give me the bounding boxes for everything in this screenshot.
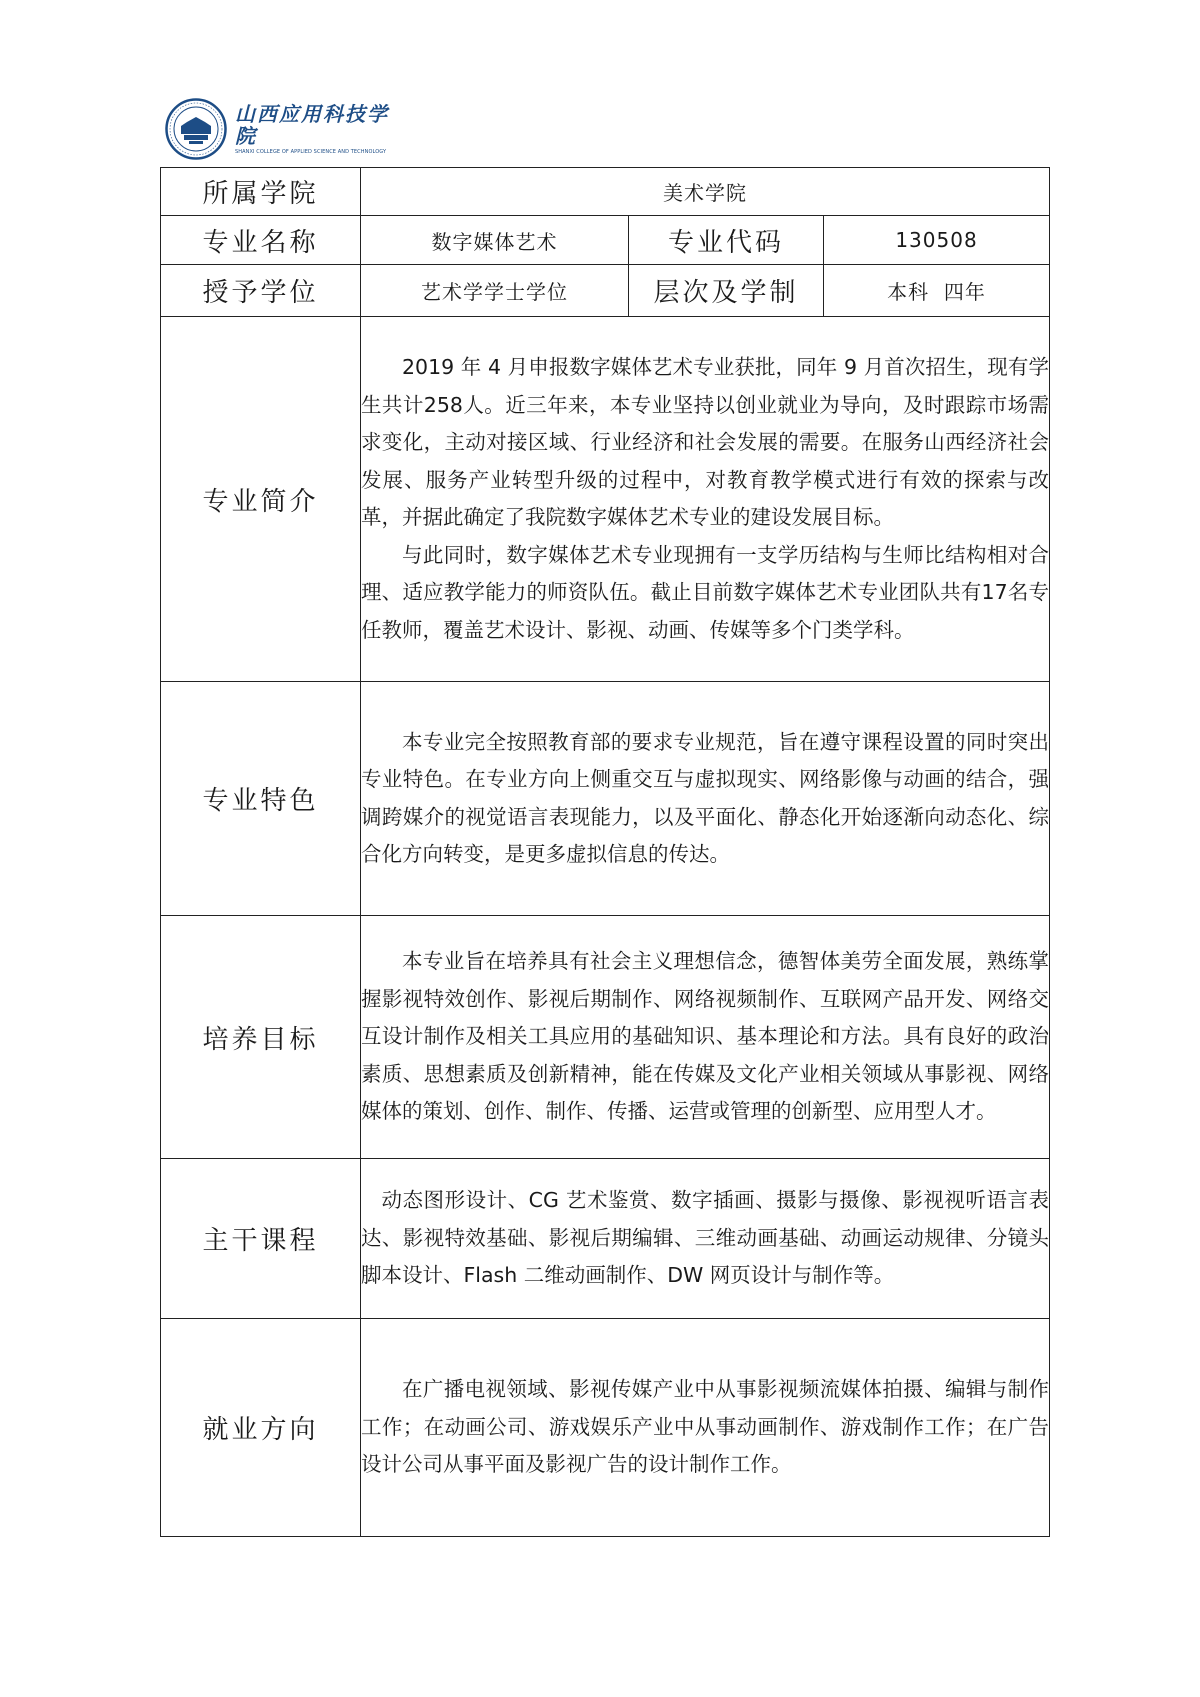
intro-paragraph-2: 与此同时，数字媒体艺术专业现拥有一支学历结构与生师比结构相对合理、适应教学能力的师资队伍。截止目前数字媒体艺术专业团队共有17名专任教师，覆盖艺术设计、影视、动画、传媒等多个门类学科。 bbox=[361, 542, 1050, 642]
goals-text bbox=[361, 916, 1050, 1159]
intro-text bbox=[361, 317, 1050, 682]
row-college bbox=[161, 168, 1050, 216]
value-college: 美术学院 bbox=[361, 168, 1050, 216]
row-major-name bbox=[161, 216, 1050, 265]
label-intro: 专业简介 bbox=[161, 317, 361, 682]
school-header bbox=[165, 98, 405, 160]
label-courses: 主干课程 bbox=[161, 1159, 361, 1319]
row-features bbox=[161, 682, 1050, 916]
label-major-code: 专业代码 bbox=[629, 216, 824, 265]
label-degree: 授予学位 bbox=[161, 265, 361, 317]
value-major-name: 数字媒体艺术 bbox=[361, 216, 629, 265]
label-college: 所属学院 bbox=[161, 168, 361, 216]
careers-paragraph: 在广播电视领域、影视传媒产业中从事影视频流媒体拍摄、编辑与制作工作；在动画公司、游戏娱乐产业中从事动画制作、游戏制作工作；在广告设计公司从事平面及影视广告的设计制作工作。 bbox=[361, 1377, 1050, 1477]
row-intro bbox=[161, 317, 1050, 682]
school-name-cn: 山西应用科技学院 bbox=[235, 102, 389, 148]
row-degree bbox=[161, 265, 1050, 317]
courses-text bbox=[361, 1159, 1050, 1319]
careers-text bbox=[361, 1319, 1050, 1537]
row-goals bbox=[161, 916, 1050, 1159]
label-careers: 就业方向 bbox=[161, 1319, 361, 1537]
label-major-name: 专业名称 bbox=[161, 216, 361, 265]
school-name-en: SHANXI COLLEGE OF APPLIED SCIENCE AND TECHNOLOGY bbox=[235, 149, 387, 155]
row-courses bbox=[161, 1159, 1050, 1319]
label-goals: 培养目标 bbox=[161, 916, 361, 1159]
value-major-code: 130508 bbox=[824, 216, 1050, 265]
label-level: 层次及学制 bbox=[629, 265, 824, 317]
intro-paragraph-1: 2019 年 4 月申报数字媒体艺术专业获批，同年 9 月首次招生，现有学生共计258人。近三年来，本专业坚持以创业就业为导向，及时跟踪市场需求变化，主动对接区域、行业经济和社会发展的需要。在服务山西经济社会发展、服务产业转型升级的过程中，对教育教学模式进行有效的探索与改革，并据此确定了我院数字媒体艺术专业的建设发展目标。 bbox=[361, 355, 1050, 529]
goals-paragraph: 本专业旨在培养具有社会主义理想信念，德智体美劳全面发展，熟练掌握影视特效创作、影视后期制作、网络视频制作、互联网产品开发、网络交互设计制作及相关工具应用的基础知识、基本理论和方法。具有良好的政治素质、思想素质及创新精神，能在传媒及文化产业相关领域从事影视、网络媒体的策划、创作、制作、传播、运营或管理的创新型、应用型人才。 bbox=[361, 949, 1050, 1124]
school-seal-icon bbox=[165, 98, 227, 160]
courses-paragraph: 动态图形设计、CG 艺术鉴赏、数字插画、摄影与摄像、影视视听语言表达、影视特效基础、影视后期编辑、三维动画基础、动画运动规律、分镜头脚本设计、Flash 二维动画制作、DW 网页设计与制作等。 bbox=[361, 1188, 1050, 1288]
features-text bbox=[361, 682, 1050, 916]
row-careers bbox=[161, 1319, 1050, 1537]
features-paragraph: 本专业完全按照教育部的要求专业规范，旨在遵守课程设置的同时突出专业特色。在专业方向上侧重交互与虚拟现实、网络影像与动画的结合，强调跨媒介的视觉语言表现能力，以及平面化、静态化开始逐渐向动态化、综合化方向转变，是更多虚拟信息的传达。 bbox=[361, 729, 1050, 866]
value-level: 本科 四年 bbox=[824, 265, 1050, 317]
major-info-table bbox=[160, 167, 1050, 1537]
label-features: 专业特色 bbox=[161, 682, 361, 916]
value-degree: 艺术学学士学位 bbox=[361, 265, 629, 317]
